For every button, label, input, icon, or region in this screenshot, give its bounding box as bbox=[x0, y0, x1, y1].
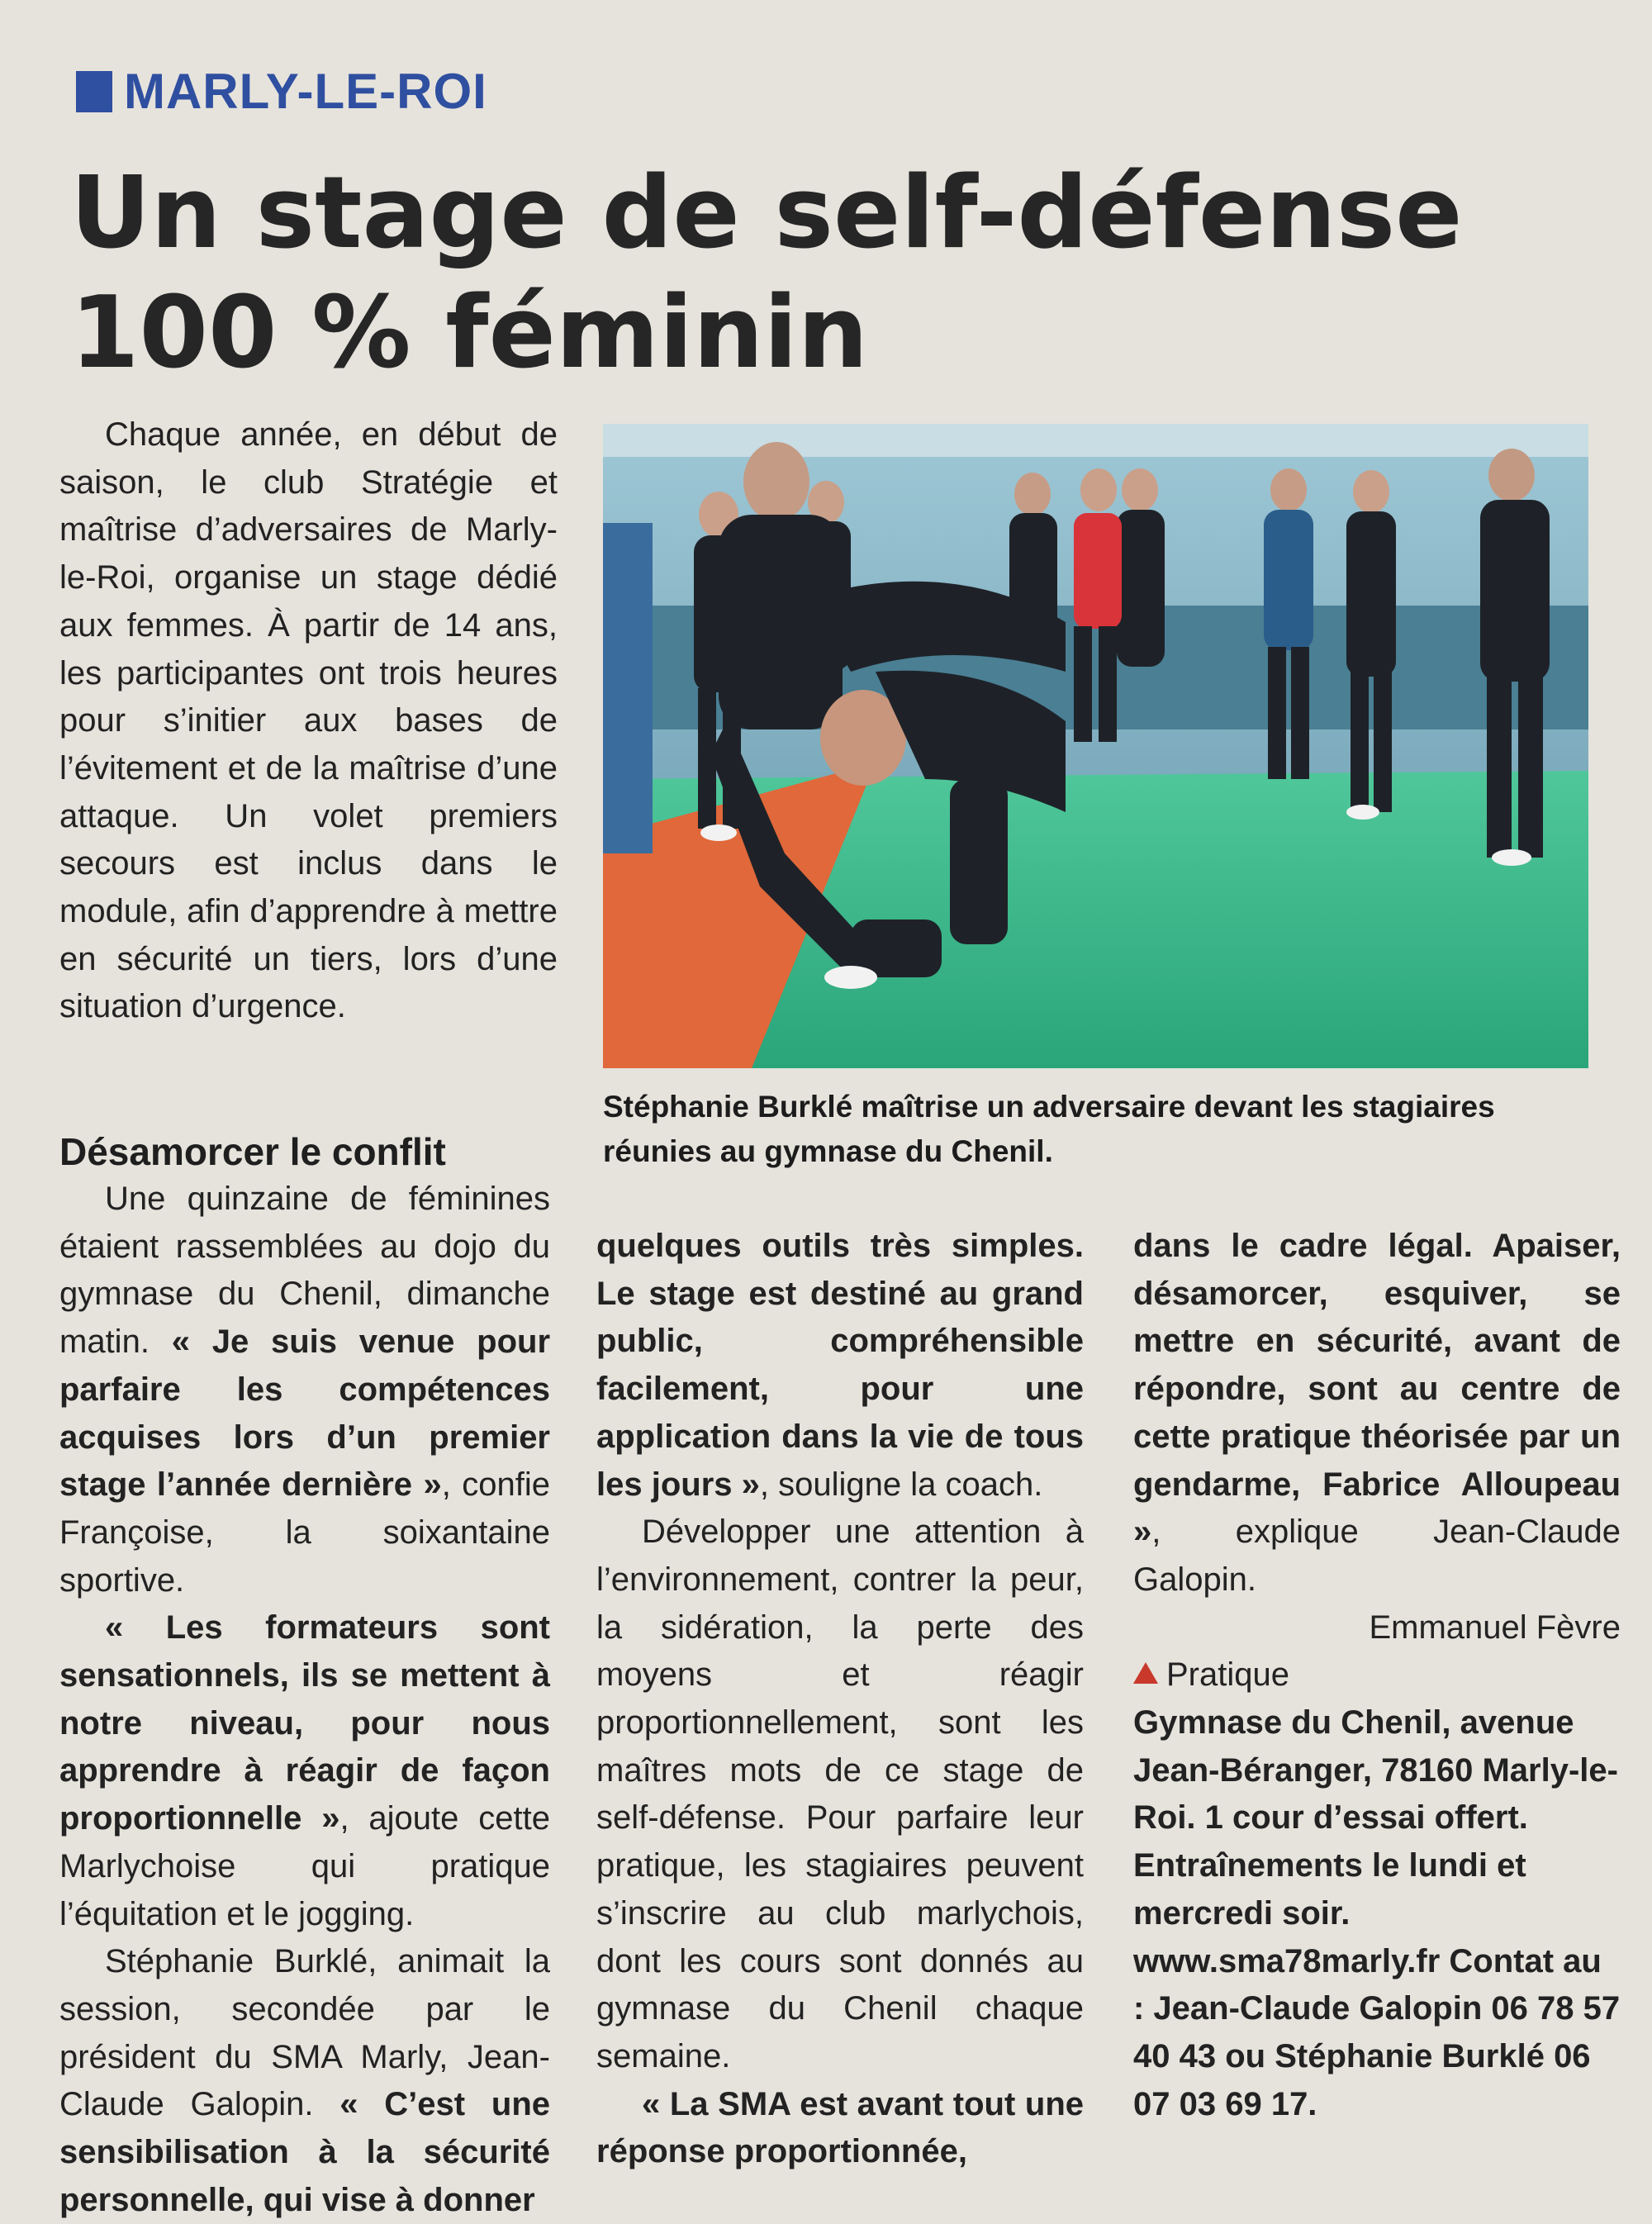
intro-column bbox=[59, 411, 558, 1031]
p3-text: Stéphanie Burklé, animait la session, secondée par le président du SMA Marly, Jean-Claude Galopin. bbox=[59, 1943, 550, 2123]
caption-line-2: réunies au gymnase du Chenil. bbox=[603, 1134, 1053, 1168]
section-rubric bbox=[76, 63, 487, 121]
article-column-2 bbox=[596, 1223, 1084, 2176]
caption-line-1: Stéphanie Burklé maîtrise un adversaire devant les stagiaires bbox=[603, 1090, 1495, 1124]
pratique-info: Gymnase du Chenil, avenue Jean-Béranger, 78160 Marly-le-Roi. 1 cour d’essai offert. Entraînements le lundi et mercredi soir. www.sma78marly.fr Contat au : Jean-Claude Galopin 06 78 57 40 43 ou Stéphanie Burklé 06 07 03 69 17. bbox=[1133, 1704, 1621, 2122]
article-column-3 bbox=[1133, 1223, 1621, 2128]
subheading: Désamorcer le conflit bbox=[59, 1130, 446, 1173]
intro-paragraph: Chaque année, en début de saison, le club Stratégie et maîtrise d’adversaires de Marly-le-Roi, organise un stage dédié aux femmes. À partir de 14 ans, les participantes ont trois heures pour s’initier aux bases de l’évitement et de la maîtrise d’une attaque. Un volet premiers secours est inclus dans le module, afin d’apprendre à mettre en sécurité un tiers, lors d’une situation d’urgence. bbox=[59, 416, 558, 1025]
p2-quote: « Les formateurs sont sensationnels, ils se mettent à notre niveau, pour nous apprendre à réagir de façon proportionnelle » bbox=[59, 1609, 550, 1837]
headline-line-1: Un stage de self-défense bbox=[70, 156, 1463, 271]
paragraph-5: « La SMA est avant tout une réponse proportionnée, bbox=[596, 2085, 1084, 2170]
p2-attribution: , ajoute cette Marlychoise qui pratique l’équitation et le jogging. bbox=[59, 1800, 550, 1932]
photo-illustration bbox=[603, 424, 1588, 1068]
paragraph-3-continued bbox=[596, 1223, 1084, 1509]
p3-quote-end: quelques outils très simples. Le stage est destiné au grand public, compréhensible facilement, pour une application dans la vie de tous les jours » bbox=[596, 1228, 1084, 1503]
paragraph-4: Développer une attention à l’environnement, contrer la peur, la sidération, la perte des moyens et réagir proportionnellement, sont les maîtres mots de ce stage de self-défense. Pour parfaire leur pratique, les stagiaires peuvent s’inscrire au club marlychois, dont les cours sont donnés au gymnase du Chenil chaque semaine. bbox=[596, 1514, 1084, 2074]
paragraph-1 bbox=[59, 1176, 550, 1604]
p1-attribution: , confie Françoise, la soixantaine sportive. bbox=[59, 1466, 550, 1599]
rubric-square-icon bbox=[76, 71, 112, 112]
photo-caption bbox=[603, 1085, 1627, 1174]
paragraph-3 bbox=[59, 1938, 550, 2224]
paragraph-5-continued bbox=[1133, 1223, 1621, 1604]
article-column-1 bbox=[59, 1128, 550, 2224]
rubric-label: MARLY-LE-ROI bbox=[124, 64, 487, 119]
p5-attribution: , explique Jean-Claude Galopin. bbox=[1133, 1514, 1621, 1598]
p5-quote-end: dans le cadre légal. Apaiser, désamorcer, esquiver, se mettre en sécurité, avant de répondre, sont au centre de cette pratique théorisée par un gendarme, Fabrice Alloupeau » bbox=[1133, 1228, 1621, 1551]
triangle-marker-icon bbox=[1133, 1662, 1158, 1684]
paragraph-2 bbox=[59, 1604, 550, 1938]
p1-quote: « Je suis venue pour parfaire les compétences acquises lors d’un premier stage l’année dernière » bbox=[59, 1323, 551, 1504]
article-photo bbox=[603, 424, 1588, 1068]
headline bbox=[70, 154, 1598, 393]
p3-attribution: , souligne la coach. bbox=[759, 1466, 1043, 1503]
pratique-title: Pratique bbox=[1166, 1656, 1289, 1694]
pratique-heading bbox=[1133, 1651, 1621, 1699]
headline-line-2: 100 % féminin bbox=[70, 276, 869, 391]
p3-quote-start: « C’est une sensibilisation à la sécurité personnelle, qui vise à donner bbox=[59, 2086, 550, 2218]
p1-text: Une quinzaine de féminines étaient rassemblées au dojo du gymnase du Chenil, dimanche matin. bbox=[59, 1181, 550, 1361]
author-signature: Emmanuel Fèvre bbox=[1369, 1609, 1621, 1646]
